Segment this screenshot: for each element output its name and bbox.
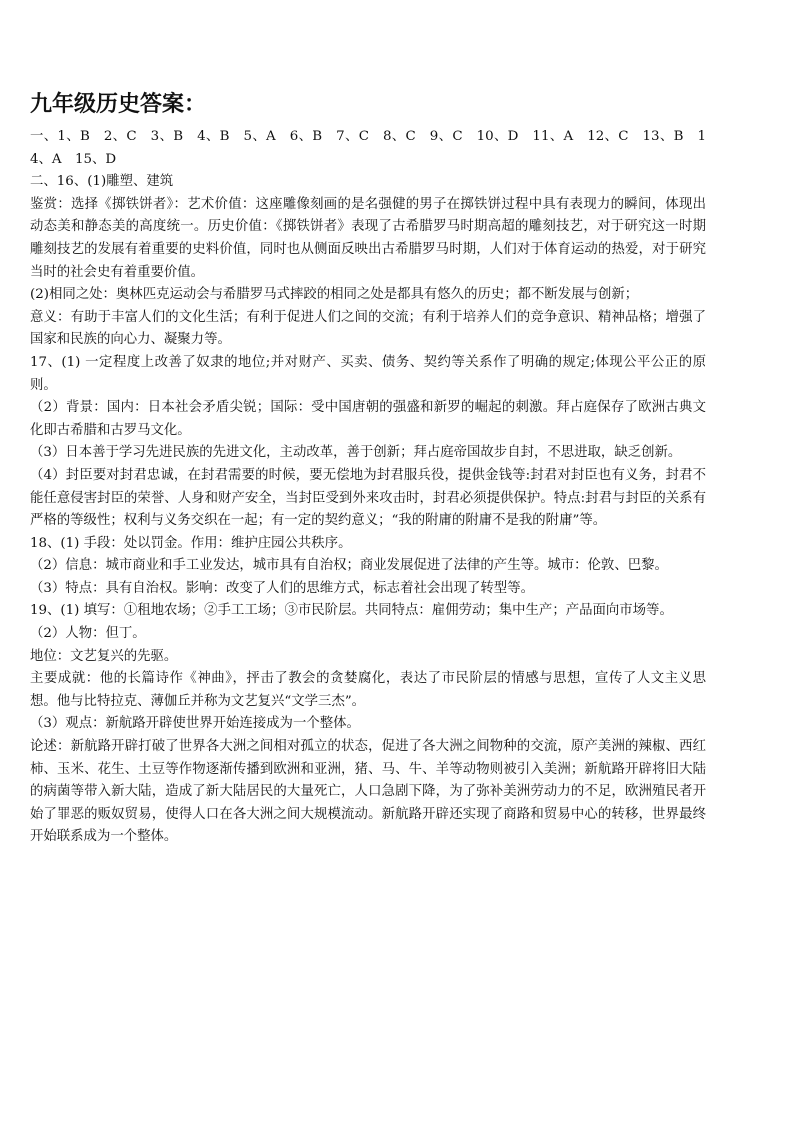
q17-part1: 17、(1) 一定程度上改善了奴隶的地位;并对财产、买卖、债务、契约等关系作了明确的规定;体现公平公正的原则。 xyxy=(30,354,706,393)
mc-answers: 一、1、B 2、C 3、B 4、B 5、A 6、B 7、C 8、C 9、C 10、D 11、A 12、C 13、B 14、A 15、D xyxy=(30,129,706,167)
q16-significance: 意义：有助于丰富人们的文化生活；有利于促进人们之间的交流；有利于培养人们的竞争意识、精神品格；增强了国家和民族的向心力、凝聚力等。 xyxy=(30,309,706,348)
q18-part2: （2）信息：城市商业和手工业发达，城市具有自治权；商业发展促进了法律的产生等。城市：伦敦、巴黎。 xyxy=(30,558,668,574)
q19-part1: 19、(1) 填写：①租地农场；②手工工场；③市民阶层。共同特点：雇佣劳动；集中生产；产品面向市场等。 xyxy=(30,603,673,619)
q17-part3: （3）日本善于学习先进民族的先进文化，主动改革，善于创新；拜占庭帝国故步自封，不思进取，缺乏创新。 xyxy=(30,445,682,461)
q17-part4: （4）封臣要对封君忠诚，在封君需要的时候，要无偿地为封君服兵役，提供金钱等:封君对封臣也有义务，封君不能任意侵害封臣的荣誉、人身和财产安全，当封臣受到外来攻击时，封君必须提供保护。特点:封君与封臣的关系有严格的等级性；权利与义务交织在一起；有一定的契约意义；“我的附庸的附庸不是我的附庸”等。 xyxy=(30,467,706,529)
q18-part3: （3）特点：具有自治权。影响：改变了人们的思维方式，标志着社会出现了转型等。 xyxy=(30,580,534,596)
q16-part1: 二、16、(1)雕塑、建筑 xyxy=(30,174,174,190)
q19-status: 地位：文艺复兴的先驱。 xyxy=(30,648,178,664)
answer-body xyxy=(30,126,706,849)
q19-argument: 论述：新航路开辟打破了世界各大洲之间相对孤立的状态，促进了各大洲之间物种的交流，原产美洲的辣椒、西红柿、玉米、花生、土豆等作物逐渐传播到欧洲和亚洲，猪、马、牛、羊等动物则被引入美洲；新航路开辟将旧大陆的病菌等带入新大陆，造成了新大陆居民的大量死亡，人口急剧下降，为了弥补美洲劳动力的不足，欧洲殖民者开始了罪恶的贩奴贸易，使得人口在各大洲之间大规模流动。新航路开辟还实现了商路和贸易中心的转移，世界最终开始联系成为一个整体。 xyxy=(30,739,706,845)
answer-sheet xyxy=(30,88,706,849)
page-title: 九年级历史答案： xyxy=(30,92,207,117)
q19-achievements: 主要成就：他的长篇诗作《神曲》，抨击了教会的贪婪腐化，表达了市民阶层的情感与思想，宣传了人文主义思想。他与比特拉克、薄伽丘并称为文艺复兴“文学三杰”。 xyxy=(30,671,706,709)
q19-part3-viewpoint: （3）观点：新航路开辟使世界开始连接成为一个整体。 xyxy=(30,716,360,732)
q16-part2-similarity: (2)相同之处：奥林匹克运动会与希腊罗马式摔跤的相同之处是都具有悠久的历史；都不断发展与创新； xyxy=(30,287,639,303)
q16-appreciation: 鉴赏：选择《掷铁饼者》：艺术价值：这座雕像刻画的是名强健的男子在掷铁饼过程中具有表现力的瞬间，体现出动态美和静态美的高度统一。历史价值：《掷铁饼者》表现了古希腊罗马时期高超的雕刻技艺，对于研究这一时期雕刻技艺的发展有着重要的史料价值，同时也从侧面反映出古希腊罗马时期，人们对于体育运动的热爱，对于研究当时的社会史有着重要价值。 xyxy=(30,196,706,280)
q19-part2-person: （2）人物：但丁。 xyxy=(30,626,146,642)
q17-part2: （2）背景：国内：日本社会矛盾尖锐；国际：受中国唐朝的强盛和新罗的崛起的刺激。拜占庭保存了欧洲古典文化即古希腊和古罗马文化。 xyxy=(30,400,706,438)
q18-part1: 18、(1) 手段：处以罚金。作用：维护庄园公共秩序。 xyxy=(30,535,352,551)
